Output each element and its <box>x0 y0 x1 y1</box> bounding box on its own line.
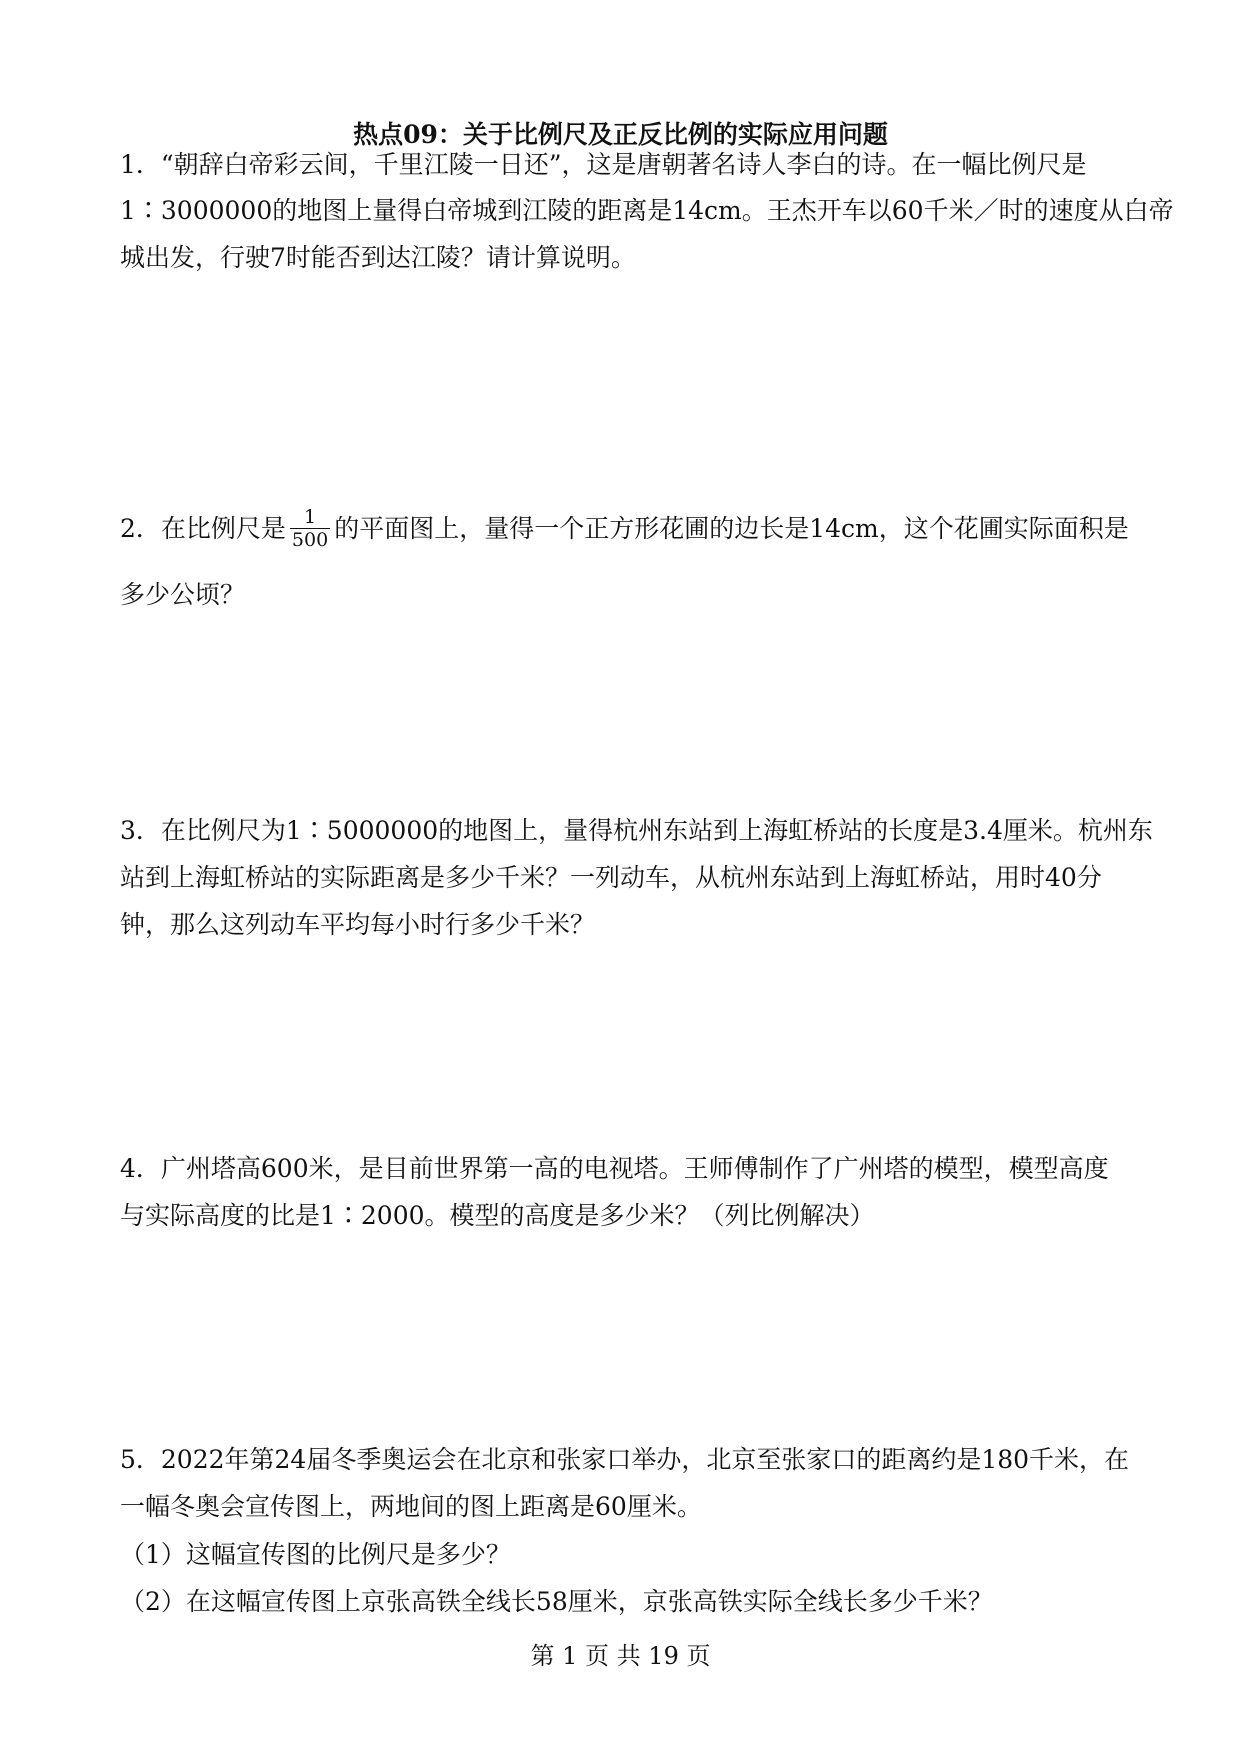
page-footer: 第 1 页 共 19 页 <box>530 1642 711 1670</box>
question-4-line-1: 4．广州塔高600米，是目前世界第一高的电视塔。王师傅制作了广州塔的模型，模型高度 <box>120 1154 1109 1183</box>
question-3-line-1: 3．在比例尺为1∶5000000的地图上，量得杭州东站到上海虹桥站的长度是3.4厘米。杭州东 <box>120 816 1153 845</box>
question-2-line-2: 多少公顷？ <box>120 580 246 609</box>
question-1-line-1: 1．“朝辞白帝彩云间，千里江陵一日还”，这是唐朝著名诗人李白的诗。在一幅比例尺是 <box>120 150 1087 179</box>
question-4-line-2: 与实际高度的比是1∶2000。模型的高度是多少米？（列比例解决） <box>120 1201 875 1230</box>
fraction-denominator: 500 <box>291 529 329 551</box>
question-5-sub-2: （2）在这幅宣传图上京张高铁全线长58厘米，京张高铁实际全线长多少千米？ <box>120 1587 993 1616</box>
question-5-line-2: 一幅冬奥会宣传图上，两地间的图上距离是60厘米。 <box>120 1492 702 1521</box>
fraction-numerator: 1 <box>290 506 330 529</box>
page-title: 热点09：关于比例尺及正反比例的实际应用问题 <box>353 120 888 149</box>
question-5-sub-1: （1）这幅宣传图的比例尺是多少？ <box>120 1540 511 1569</box>
question-1-line-2: 1∶3000000的地图上量得白帝城到江陵的距离是14cm。王杰开车以60千米／时的速度从白帝 <box>120 196 1174 225</box>
scale-fraction <box>290 506 330 551</box>
question-1-line-3: 城出发，行驶7时能否到达江陵？请计算说明。 <box>120 243 636 272</box>
question-3-line-3: 钟，那么这列动车平均每小时行多少千米？ <box>120 910 596 939</box>
question-3-line-2: 站到上海虹桥站的实际距离是多少千米？一列动车，从杭州东站到上海虹桥站，用时40分 <box>120 863 1102 892</box>
question-5-line-1: 5．2022年第24届冬季奥运会在北京和张家口举办，北京至张家口的距离约是180千米，在 <box>120 1445 1130 1474</box>
question-2-line-1 <box>120 508 1129 553</box>
question-2-suffix: 的平面图上，量得一个正方形花圃的边长是14cm，这个花圃实际面积是 <box>334 514 1129 543</box>
question-2-prefix: 2．在比例尺是 <box>120 514 286 543</box>
